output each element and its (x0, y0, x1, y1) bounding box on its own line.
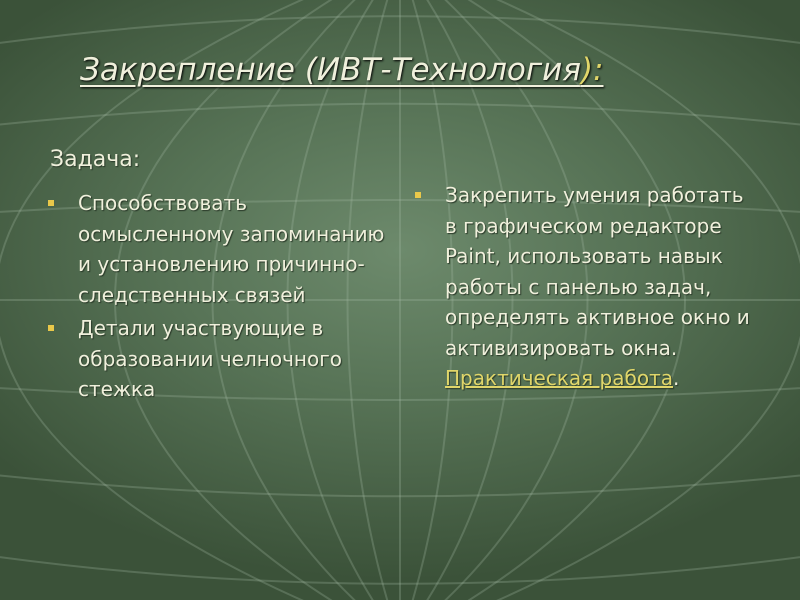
left-column (48, 188, 393, 408)
slide-title-main: Закрепление (ИВТ-Технология (80, 52, 581, 88)
bullet-item (48, 313, 393, 405)
bullet-text: Детали участвующие в образовании челночного стежка (78, 316, 342, 401)
bullet-square-icon (48, 325, 54, 331)
bullet-tail: . (673, 366, 680, 390)
bullet-text: Закрепить умения работать в графическом редакторе Paint, использовать навык работы с панелью задач, определять активное окно и активизировать окна. (445, 183, 750, 360)
task-label: Задача: (50, 147, 141, 172)
bullet-item (415, 180, 760, 394)
bullet-text: Способствовать осмысленному запоминанию и установлению причинно-следственных связей (78, 191, 385, 307)
bullet-square-icon (415, 192, 421, 198)
bullet-item (48, 188, 393, 310)
bullet-square-icon (48, 200, 54, 206)
practical-work-link[interactable]: Практическая работа (445, 366, 673, 390)
slide-title (80, 52, 604, 88)
slide-title-accent: ): (580, 52, 604, 88)
right-column (415, 180, 760, 397)
